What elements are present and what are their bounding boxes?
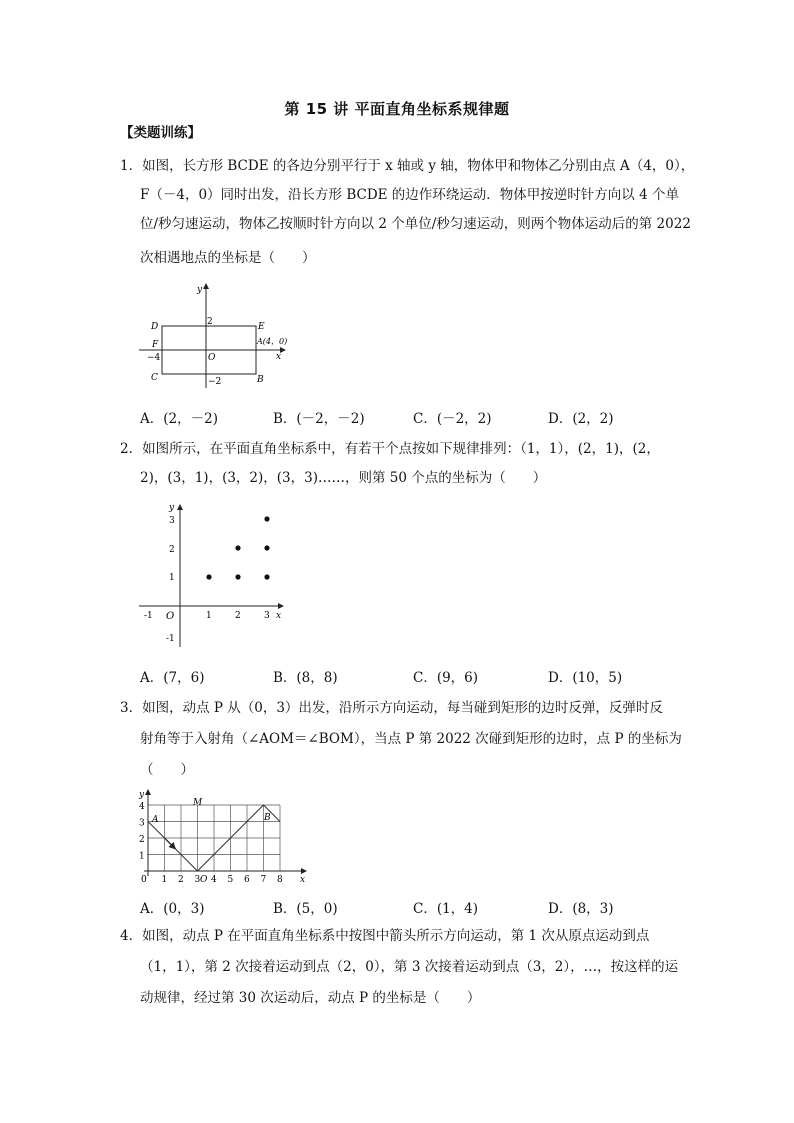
q2-option-c[interactable]: C．(9，6): [413, 670, 479, 686]
q3-y-tick-labels: [139, 802, 145, 862]
q3-xtick-1: 1: [161, 875, 168, 885]
q1-label-neg2: −2: [208, 377, 222, 387]
q3-xtick-4: 4: [211, 875, 217, 885]
q2-xtick-neg1: -1: [144, 611, 153, 621]
q2-label-x: x: [276, 611, 282, 621]
q3-xtick-5: 5: [227, 875, 234, 885]
q3-grid-lines: [148, 805, 280, 871]
q2-option-a[interactable]: A．(7，6): [140, 670, 205, 686]
q3-line-1: 3．如图，动点 P 从（0，3）出发，沿所示方向运动，每当碰到矩形的边时反弹，反弹时反: [120, 700, 663, 716]
q3-ytick-3: 3: [139, 818, 145, 829]
q4-line-2: （1，1），第 2 次接着运动到点（2，0），第 3 次接着运动到点（3，2），…，按这样的运: [140, 959, 679, 975]
q1-label-o: O: [208, 353, 216, 363]
q1-line-1: 1．如图，长方形 BCDE 的各边分别平行于 x 轴或 y 轴，物体甲和物体乙分别由点 A（4，0），: [120, 158, 695, 174]
q2-label-o: O: [166, 611, 175, 622]
q2-figure-points: [135, 495, 295, 655]
q1-label-c: C: [151, 373, 158, 383]
q1-line-4: 次相遇地点的坐标是（ ）: [140, 250, 316, 266]
q1-label-b: B: [257, 375, 264, 385]
q1-label-e: E: [258, 322, 265, 332]
q3-option-c[interactable]: C．(1，4): [413, 901, 479, 917]
q3-option-b[interactable]: B．(5，0): [273, 901, 338, 917]
q3-label-b: B: [264, 813, 271, 823]
q1-option-c[interactable]: C．(－2，2): [413, 411, 492, 427]
q3-figure-grid: [134, 786, 314, 888]
q3-ytick-2: 2: [139, 835, 145, 845]
q3-label-m: M: [193, 798, 203, 808]
q3-direction-arrow: [165, 839, 175, 849]
q1-option-d[interactable]: D．(2，2): [548, 411, 614, 427]
q1-line-3: 位/秒匀速运动，物体乙按顺时针方向以 2 个单位/秒匀速运动，则两个物体运动后的第 2022: [140, 216, 691, 232]
q3-xtick-6: 6: [244, 875, 250, 885]
q3-xtick-7: 7: [260, 875, 267, 885]
q1-label-f: F: [152, 340, 159, 350]
q2-xtick-3: 3: [264, 611, 270, 621]
q2-option-d[interactable]: D．(10，5): [548, 670, 623, 686]
q3-line-3: （ ）: [140, 762, 194, 778]
q3-xtick-3: 3: [194, 875, 201, 885]
q3-line-2: 射角等于入射角（∠AOM＝∠BOM），当点 P 第 2022 次碰到矩形的边时，点 P 的坐标为: [140, 731, 682, 747]
q3-xtick-2: 2: [178, 875, 184, 885]
q1-label-y: y: [197, 285, 203, 295]
q2-point-3-1: [264, 574, 269, 579]
q4-line-1: 4．如图，动点 P 在平面直角坐标系中按图中箭头所示方向运动，第 1 次从原点运动到点: [120, 928, 650, 944]
q1-label-d: D: [151, 322, 159, 332]
q3-xtick-8: 8: [277, 875, 283, 885]
q1-label-x: x: [276, 352, 282, 362]
q2-point-2-1: [235, 574, 240, 579]
q2-point-group: [206, 516, 269, 579]
q3-ytick-4: 4: [139, 802, 145, 812]
q2-xtick-2: 2: [235, 611, 241, 621]
q2-ytick-3: 3: [169, 516, 175, 526]
q3-ytick-1: 1: [139, 851, 145, 862]
q1-label-neg4: −4: [147, 353, 161, 363]
page-title: 第 15 讲 平面直角坐标系规律题: [284, 100, 510, 118]
q4-line-3: 动规律，经过第 30 次运动后，动点 P 的坐标是（ ）: [140, 990, 481, 1006]
q2-ytick-1: 1: [169, 573, 175, 583]
q3-label-y: y: [139, 790, 145, 800]
q2-point-3-2: [264, 545, 269, 550]
q2-line-1: 2．如图所示，在平面直角坐标系中，有若干个点按如下规律排列：（1，1），(2，1)，(2，: [120, 441, 660, 457]
q2-label-y: y: [169, 503, 175, 513]
q3-option-d[interactable]: D．(8，3): [548, 901, 614, 917]
q3-x-tick-labels: [162, 875, 284, 885]
q2-option-b[interactable]: B．(8，8): [273, 670, 338, 686]
q3-label-o: O: [200, 875, 208, 885]
q2-point-2-2: [235, 545, 240, 550]
q2-xtick-1: 1: [206, 611, 212, 621]
q1-option-b[interactable]: B．(－2，－2): [273, 411, 365, 427]
q1-option-a[interactable]: A．(2，－2): [140, 411, 218, 427]
q1-figure-rectangle: [135, 280, 305, 390]
q3-label-x: x: [300, 875, 306, 885]
q3-option-a[interactable]: A．(0，3): [140, 901, 205, 917]
q2-line-2: 2)，(3，1)，(3，2)，(3，3)……，则第 50 个点的坐标为（ ）: [140, 470, 547, 486]
q2-point-3-3: [264, 516, 269, 521]
q2-ytick-neg1: -1: [166, 634, 175, 644]
q1-label-2: 2: [207, 317, 213, 327]
q2-ytick-2: 2: [169, 545, 175, 555]
q2-point-1-1: [206, 574, 211, 579]
section-heading: 【类题训练】: [120, 125, 201, 141]
q1-line-2: F（－4，0）同时出发，沿长方形 BCDE 的边作环绕运动．物体甲按逆时针方向以 4 个单: [140, 187, 679, 203]
q1-label-a: A(4，0): [257, 337, 288, 346]
q3-label-a: A: [152, 815, 159, 825]
q3-label-origin: 0: [141, 875, 147, 885]
